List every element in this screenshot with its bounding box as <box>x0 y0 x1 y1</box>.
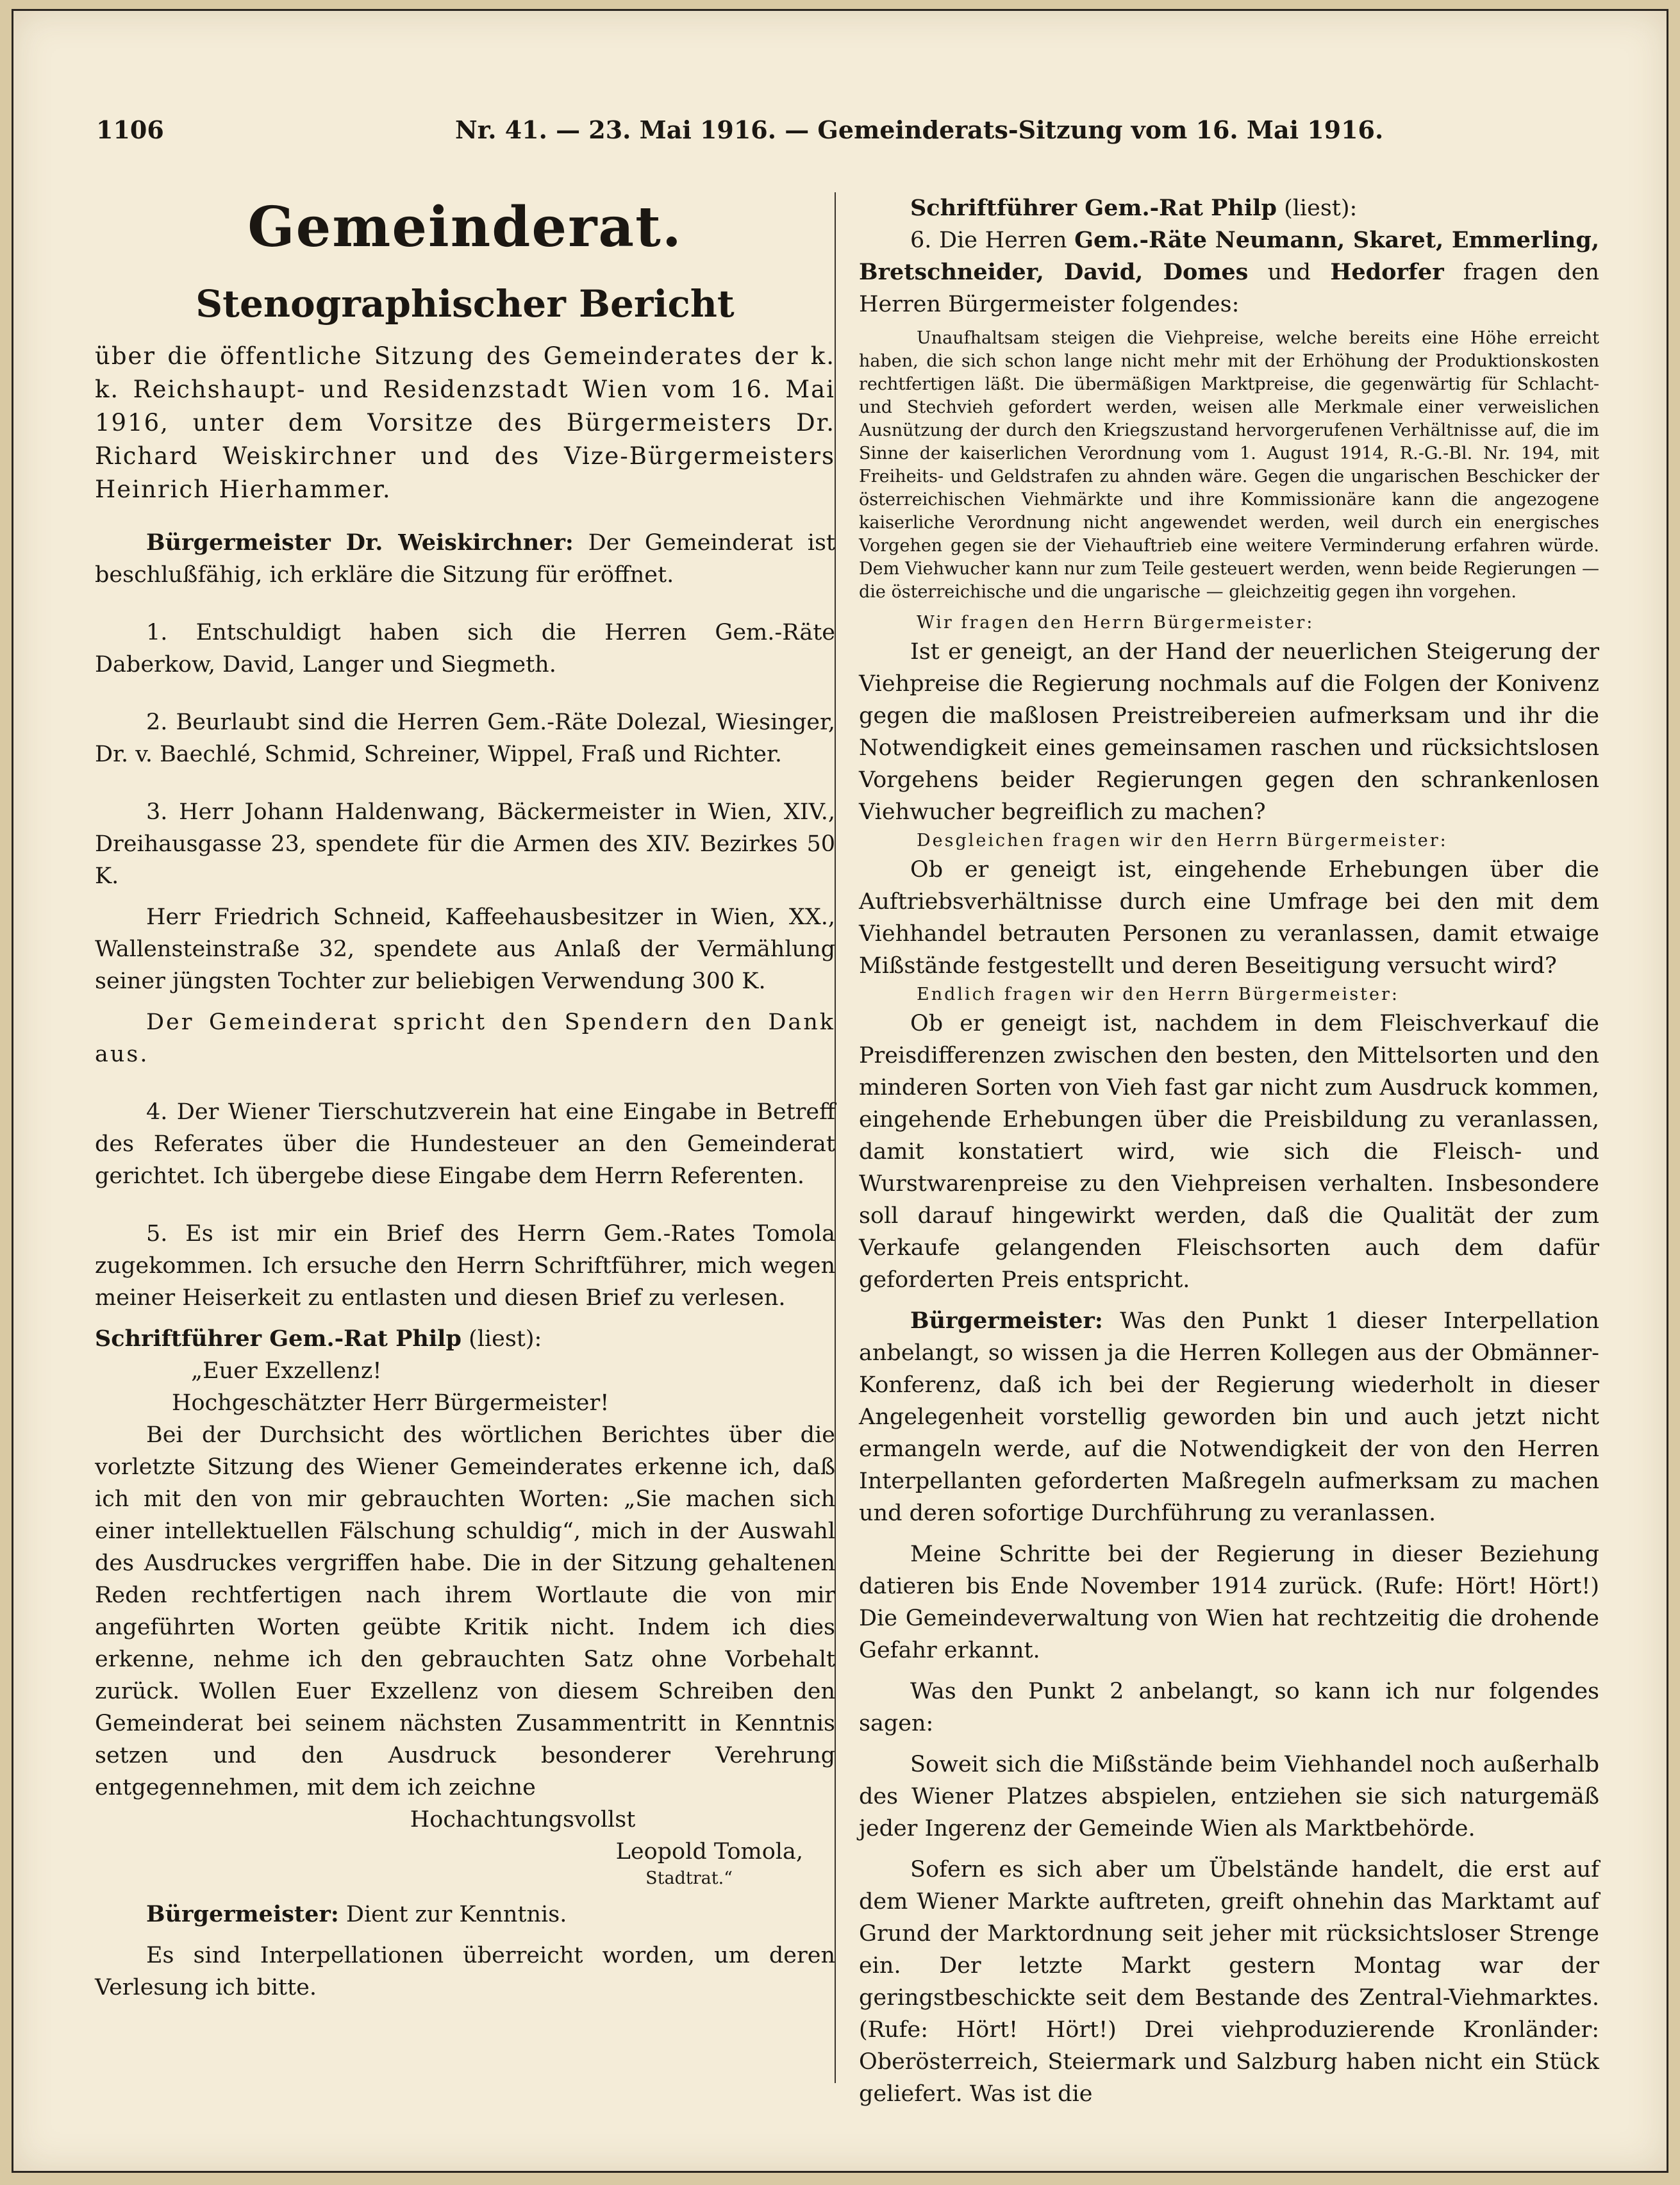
letter-body: Bei der Durchsicht des wörtlichen Berichtes über die vorletzte Sitzung des Wiener Gemeinderates erkenne ich, daß ich mit den von mir gebrauchten Worten: „Sie machen sich einer intellektuellen Fälschung schuldig“, mich in der Auswahl des Ausdruckes vergriffen habe. Die in der Sitzung gehaltenen Reden rechtfertigen nach ihrem Wortlaute die von mir angeführten Worten geübte Kritik nicht. Indem ich dies erkenne, nehme ich den gebrauchten Satz ohne Vorbehalt zurück. Wollen Euer Exzellenz von diesem Schreiben den Gemeinderat bei seinem nächsten Zusammentritt in Kenntnis setzen und den Ausdruck besonderer Verehrung entgegennehmen, mit dem ich zeichne <box>95 1422 835 1800</box>
interpellants: Gem.-Räte Neumann, Skaret, Emmerling, Bretschneider, David, Domes <box>859 227 1599 285</box>
speaker-name: Bürgermeister Dr. Weiskirchner: <box>146 529 574 556</box>
mayor-reply-5: Sofern es sich aber um Übelstände handelt, die erst auf dem Wiener Markte auftreten, greift ohnehin das Marktamt auf Grund der Marktordnung seit jeher mit rücksichtsloser Strenge ein. Der letzte Markt gestern Montag war der geringstbeschickte seit dem Bestande des Zentral-Viehmarktes. (Rufe: Hört! Hört!) Drei viehproduzierende Kronländer: Oberösterreich, Steiermark und Salzburg haben nicht ein Stück geliefert. Was ist die <box>859 1857 1599 2107</box>
opening-statement <box>95 527 835 591</box>
mayor-reply-1: Was den Punkt 1 dieser Interpellation anbelangt, so wissen ja die Herren Kollegen aus der Obmänner-Konferenz, daß ich bei der Regierung wiederholt in dieser Angelegenheit vorstellig geworden bin und auch jetzt nicht ermangeln werde, auf die Notwendigkeit der von den Herren Interpellanten geforderten Maßregeln aufmerksam zu machen und deren sofortige Durchführung zu veranlassen. <box>859 1308 1599 1526</box>
speaker-name: Schriftführer Gem.-Rat Philp <box>95 1325 462 1352</box>
speaker-name: Schriftführer Gem.-Rat Philp <box>910 195 1277 221</box>
mayor-acknowledgement <box>95 1898 835 1931</box>
opening-text: Der Gemeinderat ist beschlußfähig, ich erkläre die Sitzung für eröffnet. <box>95 530 835 588</box>
left-column <box>95 192 835 2004</box>
signature-title: Stadtrat.“ <box>645 1868 733 1888</box>
reader-line <box>859 192 1599 224</box>
interpellations-note: Es sind Interpellationen überreicht worden, um deren Verlesung ich bitte. <box>95 1943 835 2000</box>
mayor-reply <box>859 1305 1599 1529</box>
mayor-reply-3: Was den Punkt 2 anbelangt, so kann ich nur folgendes sagen: <box>859 1679 1599 1736</box>
question-1: Ist er geneigt, an der Hand der neuerlichen Steigerung der Viehpreise die Regierung nochmals auf die Folgen der Konivenz gegen die maßlosen Preistreibereien aufmerksam und ihr die Notwendigkeit eines gemeinsamen raschen und rücksichtslosen Vorgehens beider Regierungen gegen den schrankenlosen Viehwucher begreiflich zu machen? <box>859 639 1599 825</box>
running-header <box>96 115 1570 160</box>
interpellation-text: Unaufhaltsam steigen die Viehpreise, welche bereits eine Höhe erreicht haben, die sich schon lange nicht mehr mit der Erhöhung der Produktionskosten rechtfertigen läßt. Die übermäßigen Marktpreise, die gegenwärtig für Schlacht- und Stechvieh gefordert werden, weisen alle Merkmale einer verweislichen Ausnützung der durch den Kriegszustand hervorgerufenen Verhältnisse auf, die im Sinne der kaiserlichen Verordnung vom 1. August 1914, R.-G.-Bl. Nr. 194, mit Freiheits- und Geldstrafen zu ahnden wäre. Gegen die ungarischen Beschicker der österreichischen Viehmärkte und ihre Kommissionäre kann die angezogene kaiserliche Verordnung nicht angewendet werden, weil durch ein energisches Vorgehen gegen sie der Viehauftrieb eine weitere Verminderung erfahren würde. Dem Viehwucher kann nur zum Teile gesteuert werden, wenn beide Regierungen — die österreichische und die ungarische — gleichzeitig gegen ihn vorgehen. <box>859 328 1599 602</box>
question-2: Ob er geneigt ist, eingehende Erhebungen über die Auftriebsverhältnisse durch eine Umfrage bei den mit dem Viehhandel betrauten Personen zu veranlassen, damit etwaige Mißstände festgestellt und deren Beseitigung versucht wird? <box>859 857 1599 979</box>
item-6-und: und <box>1267 260 1311 285</box>
speaker-name: Bürgermeister: <box>910 1308 1103 1334</box>
question-3-label: Endlich fragen wir den Herrn Bürgermeister: <box>917 984 1399 1004</box>
item-3-thanks: Der Gemeinderat spricht den Spendern den Dank aus. <box>95 1009 835 1067</box>
reader-note: (liest): <box>469 1326 542 1352</box>
item-1: 1. Entschuldigt haben sich die Herren Gem.-Räte Daberkow, David, Langer und Siegmeth. <box>95 620 835 677</box>
interpellant-last: Hedorfer <box>1330 259 1444 285</box>
reader-line <box>95 1323 835 1355</box>
session-intro: über die öffentliche Sitzung des Gemeinderates der k. k. Reichshaupt- und Residenzstadt Wien vom 16. Mai 1916, unter dem Vorsitze des Bürgermeisters Dr. Richard Weiskirchner und des Vize-Bürgermeisters Heinrich Hierhammer. <box>95 342 835 503</box>
question-2-label: Desgleichen fragen wir den Herrn Bürgermeister: <box>917 831 1448 851</box>
item-3-donation: Herr Friedrich Schneid, Kaffeehausbesitzer in Wien, XX., Wallensteinstraße 32, spendete aus Anlaß der Vermählung seiner jüngsten Tochter zur beliebigen Verwendung 300 K. <box>95 904 835 994</box>
page-number: 1106 <box>96 115 164 144</box>
letter-salutation: „Euer Exzellenz! <box>191 1358 382 1384</box>
item-3: 3. Herr Johann Haldenwang, Bäckermeister in Wien, XIV., Dreihausgasse 23, spendete für die Armen des XIV. Bezirkes 50 K. <box>95 799 835 889</box>
item-4: 4. Der Wiener Tierschutzverein hat eine Eingabe in Betreff des Referates über die Hundesteuer an den Gemeinderat gerichtet. Ich übergebe diese Eingabe dem Herrn Referenten. <box>95 1099 835 1189</box>
right-column <box>859 192 1599 2110</box>
report-subtitle: Stenographischer Bericht <box>195 282 735 326</box>
mayor-text: Dient zur Kenntnis. <box>345 1902 567 1927</box>
item-2: 2. Beurlaubt sind die Herren Gem.-Räte Dolezal, Wiesinger, Dr. v. Baechlé, Schmid, Schreiner, Wippel, Fraß und Richter. <box>95 710 835 767</box>
section-title: Gemeinderat. <box>247 195 683 260</box>
question-3: Ob er geneigt ist, nachdem in dem Fleischverkauf die Preisdifferenzen zwischen den besten, den Mittelsorten und den minderen Sorten von Vieh fast gar nicht zum Ausdruck kommen, eingehende Erhebungen über die Preisbildung zu veranlassen, damit konstatiert wird, wie sich die Fleisch- und Wurstwarenpreise zu den Viehpreisen verhalten. Insbesondere soll darauf hingewirkt werden, daß die Qualität der zum Verkaufe gelangenden Fleischsorten auch dem dafür geforderten Preis entspricht. <box>859 1011 1599 1293</box>
item-6-tail: fragen den Herren Bürgermeister folgendes: <box>859 260 1599 317</box>
running-title: Nr. 41. — 23. Mai 1916. — Gemeinderats-Sitzung vom 16. Mai 1916. <box>455 115 1384 144</box>
letter-closing: Hochachtungsvollst <box>410 1807 636 1832</box>
item-6-number: 6. Die Herren <box>910 228 1067 253</box>
letter-salutation-2: Hochgeschätzter Herr Bürgermeister! <box>172 1390 610 1416</box>
reader-note: (liest): <box>1284 195 1358 221</box>
speaker-name: Bürgermeister: <box>146 1901 339 1927</box>
mayor-reply-2: Meine Schritte bei der Regierung in dieser Beziehung datieren bis Ende November 1914 zurück. (Rufe: Hört! Hört!) Die Gemeindeverwaltung von Wien hat rechtzeitig die drohende Gefahr erkannt. <box>859 1541 1599 1663</box>
question-1-label: Wir fragen den Herrn Bürgermeister: <box>917 613 1315 633</box>
item-6 <box>859 224 1599 320</box>
signature-name: Leopold Tomola, <box>615 1839 803 1865</box>
item-5: 5. Es ist mir ein Brief des Herrn Gem.-Rates Tomola zugekommen. Ich ersuche den Herrn Schriftführer, mich wegen meiner Heiserkeit zu entlasten und diesen Brief zu verlesen. <box>95 1221 835 1311</box>
mayor-reply-4: Soweit sich die Mißstände beim Viehhandel noch außerhalb des Wiener Platzes abspielen, entziehen sie sich naturgemäß jeder Ingerenz der Gemeinde Wien als Marktbehörde. <box>859 1752 1599 1841</box>
